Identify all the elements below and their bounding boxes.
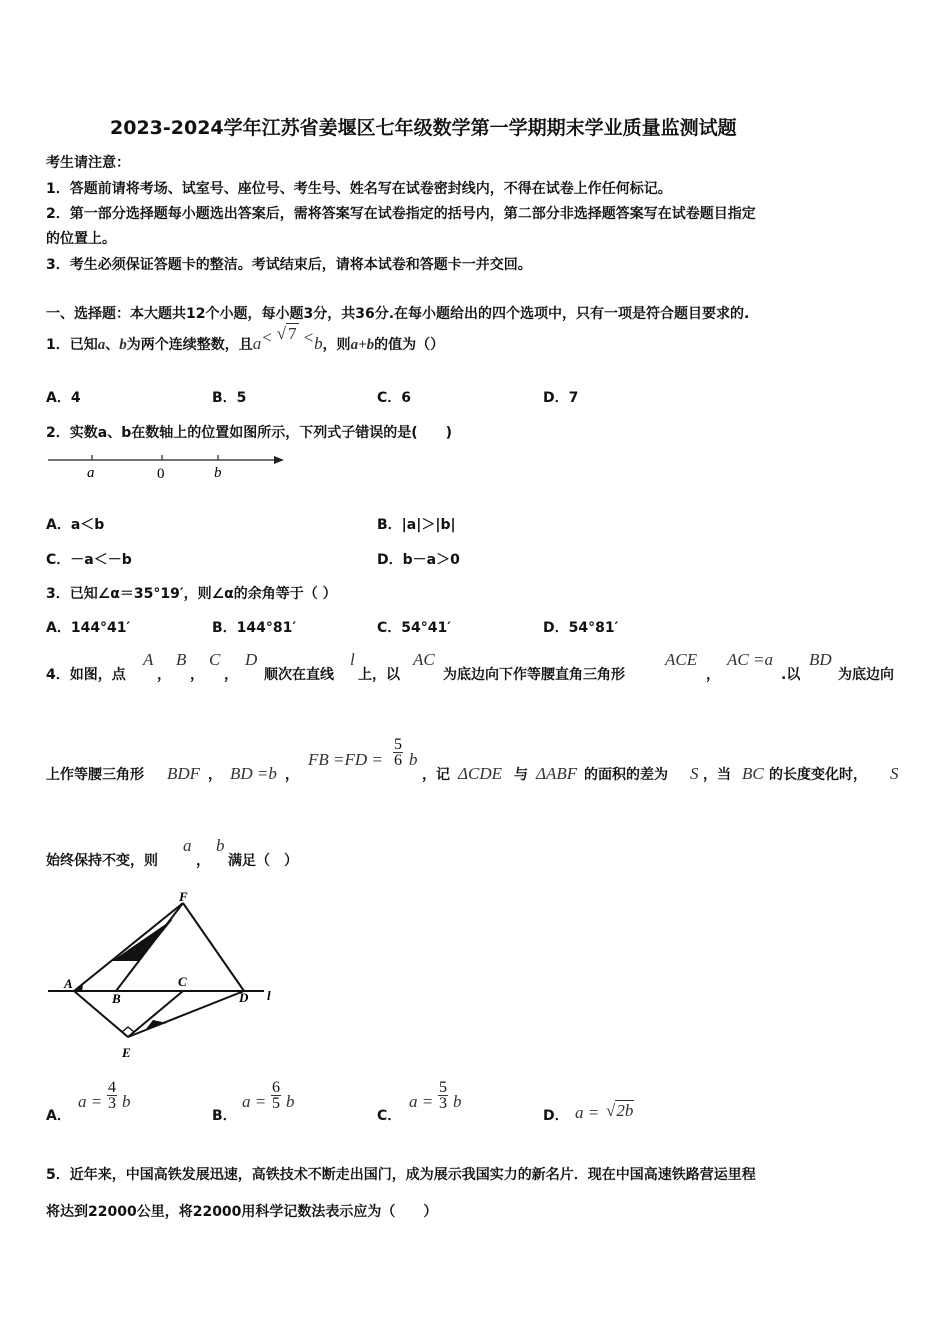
- fraction-numerator: 5: [394, 736, 402, 753]
- q1-var-b: b: [119, 337, 127, 353]
- q2-option-c[interactable]: C．－a＜－b: [46, 552, 132, 568]
- label-f: F: [179, 890, 188, 904]
- number-line-figure: [46, 448, 291, 484]
- label-e: E: [122, 1045, 131, 1060]
- q4-point-c: C: [209, 650, 221, 669]
- fraction-numerator: 5: [439, 1079, 447, 1096]
- q4-ac-eq-a: AC =a: [727, 650, 773, 669]
- q1-var-a: a: [97, 337, 106, 353]
- q4-l2-comma-1: ，: [208, 767, 222, 783]
- fraction-denominator: 3: [108, 1095, 116, 1112]
- q4-option-a-fraction: [107, 1080, 117, 1111]
- q4-l2-text-6: 的长度变化时，: [769, 767, 867, 783]
- q4-l3-var-a: a: [183, 836, 192, 855]
- q1-option-b[interactable]: B．5: [212, 390, 247, 406]
- label-l: l: [267, 988, 271, 1003]
- q3-option-c[interactable]: C．54°41′: [377, 620, 451, 636]
- q3-option-d[interactable]: D．54°81′: [543, 620, 619, 636]
- q4-l3-text-1: 始终保持不变，则: [46, 853, 158, 869]
- q2-option-b[interactable]: B．|a|＞|b|: [377, 517, 456, 533]
- q2-option-a[interactable]: A．a＜b: [46, 517, 105, 533]
- q3-option-b[interactable]: B．144°81′: [212, 620, 297, 636]
- label-c: C: [178, 974, 187, 989]
- segment-de: [128, 991, 244, 1037]
- q4-point-b: B: [176, 650, 187, 669]
- notice-item-2-cont: 的位置上。: [46, 231, 116, 247]
- q1-sqrt: [277, 324, 299, 343]
- q4-fraction-5-6: [393, 737, 403, 768]
- q4-l2-comma-2: ，: [285, 767, 299, 783]
- q3-option-a[interactable]: A．144°41′: [46, 620, 131, 636]
- q4-text-3: 上，以: [358, 667, 400, 683]
- q4-l3-text-2: 满足（ ）: [228, 853, 298, 869]
- q1-option-c[interactable]: C．6: [377, 390, 412, 406]
- q4-tri-bdf: BDF: [167, 764, 201, 783]
- q4-tri-ace: ACE: [665, 650, 698, 669]
- q4-text-5: .以: [781, 667, 801, 683]
- q4-seg-bc: BC: [742, 764, 764, 783]
- fraction: [393, 737, 403, 768]
- notice-item-1: 1．答题前请将考场、试室号、座位号、考生号、姓名写在试卷密封线内，不得在试卷上作任何标记。: [46, 181, 672, 197]
- q1-math-lt: <: [261, 328, 273, 347]
- q4-option-a-lhs: a =: [78, 1092, 103, 1111]
- q1-text-2: 为两个连续整数，且: [126, 337, 253, 353]
- q1-sep: 、: [105, 337, 120, 353]
- q1-a-plus-b: a+b: [350, 337, 375, 353]
- notice-item-3: 3．考生必须保证答题卡的整洁。考试结束后，请将本试卷和答题卡一并交回。: [46, 257, 532, 273]
- notice-heading: 考生请注意：: [46, 155, 130, 171]
- question-5-line-2: 将达到22000公里，将22000用科学记数法表示应为（ ）: [46, 1204, 438, 1220]
- q4-point-a: A: [143, 650, 154, 669]
- label-b: B: [112, 991, 121, 1006]
- q4-geometry-figure: [46, 890, 286, 1065]
- q4-comma-2: ，: [190, 667, 204, 683]
- q4-l3-var-b: b: [216, 836, 225, 855]
- sqrt-radicand: 2b: [616, 1101, 634, 1120]
- q4-text-2: 顺次在直线: [264, 667, 334, 683]
- q4-comma-4: ，: [706, 667, 720, 683]
- q4-comma-1: ，: [157, 667, 171, 683]
- q1-math-b: b: [314, 334, 323, 353]
- q4-option-b-fraction: [271, 1080, 281, 1111]
- q4-option-c-lhs: a =: [409, 1092, 434, 1111]
- fraction-numerator: 4: [108, 1079, 116, 1096]
- q4-option-a-var: b: [122, 1092, 131, 1111]
- q1-option-d[interactable]: D．7: [543, 390, 579, 406]
- q4-comma-3: ，: [224, 667, 238, 683]
- q4-l2-text-2: ，记: [422, 767, 450, 783]
- q4-l2-text-3: 与: [514, 767, 528, 783]
- q1-sqrt-radicand: 7: [288, 324, 297, 343]
- q4-option-d-sqrt: [606, 1101, 634, 1121]
- q4-text-1: 4．如图，点: [46, 667, 126, 683]
- fraction-denominator: 3: [439, 1095, 447, 1112]
- q4-option-c-label: C．: [377, 1108, 402, 1124]
- fraction-denominator: 6: [394, 752, 402, 769]
- shaded-region-abf: [112, 919, 173, 961]
- section-heading: 一、选择题：本大题共12个小题，每小题3分，共36分.在每小题给出的四个选项中，只有一项是符合题目要求的.: [46, 306, 750, 322]
- q4-fb-fd-eq: FB =FD =: [308, 750, 383, 769]
- label-b: b: [214, 465, 222, 481]
- q4-bd-eq-b: BD =b: [230, 764, 277, 783]
- notice-item-2: 2．第一部分选择题每小题选出答案后，需将答案写在试卷指定的括号内，第二部分非选择题答案写在试卷题目指定: [46, 206, 756, 222]
- segment-ce: [128, 991, 183, 1037]
- q4-text-6: 为底边向: [838, 667, 894, 683]
- q1-text-3: ，则: [322, 337, 351, 353]
- page-title: 2023-2024学年江苏省姜堰区七年级数学第一学期期末学业质量监测试题: [110, 117, 737, 139]
- q4-option-c-var: b: [453, 1092, 462, 1111]
- q1-text-4: 的值为（）: [374, 337, 445, 353]
- q4-option-b-lhs: a =: [242, 1092, 267, 1111]
- q1-math-lt2: <: [302, 328, 315, 347]
- fraction-numerator: 6: [272, 1079, 280, 1096]
- q4-seg-bd: BD: [809, 650, 832, 669]
- q4-tri-abf: ΔABF: [536, 764, 578, 783]
- number-line-arrow: [274, 456, 284, 464]
- q4-point-d: D: [245, 650, 258, 669]
- q1-option-a[interactable]: A．4: [46, 390, 81, 406]
- q4-l2-text-1: 上作等腰三角形: [46, 767, 144, 783]
- shaded-region-cde: [146, 1020, 167, 1029]
- label-d: D: [239, 990, 249, 1005]
- question-2: 2．实数a、b在数轴上的位置如图所示，下列式子错误的是( ): [46, 425, 453, 441]
- q4-line-l: l: [350, 650, 355, 669]
- q4-text-4: 为底边向下作等腰直角三角形: [443, 667, 625, 683]
- q4-tri-cde: ΔCDE: [458, 764, 502, 783]
- q1-math-a: a: [252, 334, 262, 353]
- sqrt-sign: √: [606, 1101, 616, 1120]
- fraction-denominator: 5: [272, 1095, 280, 1112]
- q4-option-d-label: D．: [543, 1108, 569, 1124]
- q4-option-d-lhs: a =: [575, 1103, 600, 1122]
- label-0: 0: [157, 466, 165, 482]
- q4-option-b-var: b: [286, 1092, 295, 1111]
- question-3: 3．已知∠α＝35°19′，则∠α的余角等于（ ）: [46, 586, 337, 602]
- q4-l2-text-5: ，当: [703, 767, 731, 783]
- q4-var-s: S: [690, 764, 699, 783]
- question-1: [46, 324, 445, 354]
- q1-text-1: 1．已知: [46, 337, 98, 353]
- q2-option-d[interactable]: D．b－a＞0: [377, 552, 460, 568]
- q4-fraction-var-b: b: [409, 750, 418, 769]
- q4-seg-ac: AC: [413, 650, 435, 669]
- q4-option-a-label: A．: [46, 1108, 71, 1124]
- q4-l3-comma: ，: [196, 853, 210, 869]
- q4-var-s-2: S: [890, 764, 899, 783]
- q1-sqrt-sign: √: [276, 324, 287, 343]
- question-5-line-1: 5．近年来，中国高铁发展迅速，高铁技术不断走出国门，成为展示我国实力的新名片．现在中国高速铁路营运里程: [46, 1167, 756, 1183]
- q4-option-c-fraction: [438, 1080, 448, 1111]
- q4-l2-text-4: 的面积的差为: [584, 767, 668, 783]
- segment-fd: [183, 903, 244, 991]
- q4-option-b-label: B．: [212, 1108, 237, 1124]
- segment-af: [74, 903, 183, 991]
- label-a: a: [87, 465, 95, 481]
- label-a: A: [64, 976, 73, 991]
